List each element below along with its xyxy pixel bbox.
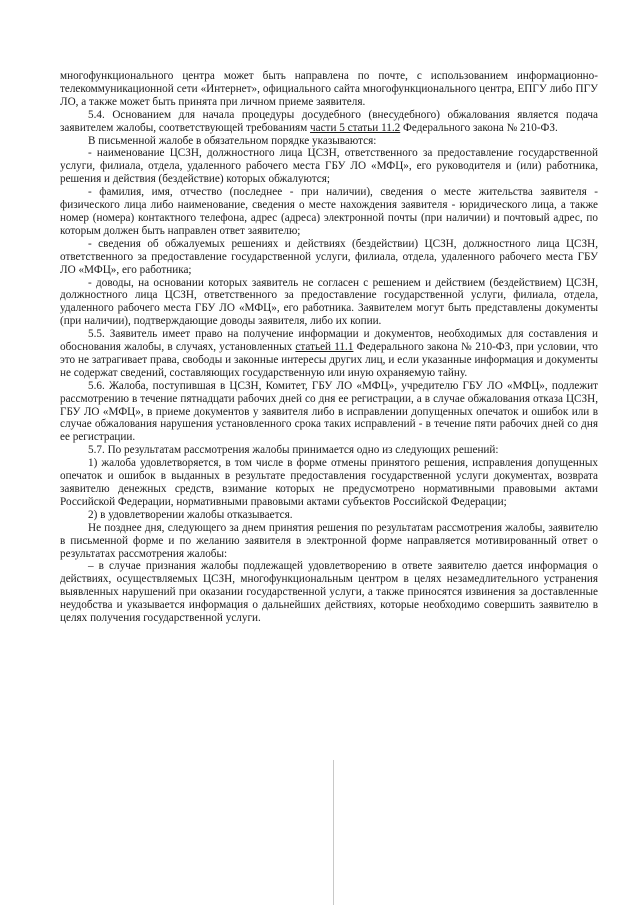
- paragraph-mandatory-intro: В письменной жалобе в обязательном порядке указываются:: [88, 134, 377, 147]
- paragraph-5-6: 5.6. Жалоба, поступившая в ЦСЗН, Комитет, ГБУ ЛО «МФЦ», учредителю ГБУ ЛО «МФЦ», подлежит рассмотрению в течение пятнадцати рабочих дней со дня ее регистрации, а в случае обжалования отказа ЦСЗН, ГБУ ЛО «МФЦ», в приеме документов у заявителя либо в исправлении допущенных опечаток и ошибок или в случае обжалования нарушения установленного срока таких исправлений - в течение пяти рабочих дней со дня ее регистрации.: [60, 379, 598, 444]
- list-item-fio: - фамилия, имя, отчество (последнее - при наличии), сведения о месте жительства заявителя - физического лица либо наименование, сведения о месте нахождения заявителя - юридического лица, а также номер (номера) контактного телефона, адрес (адреса) электронной почты (при наличии) и почтовый адрес, по которым должен быть направлен ответ заявителю;: [60, 186, 598, 237]
- paragraph-response: Не позднее дня, следующего за днем принятия решения по результатам рассмотрения жалобы, заявителю в письменной форме и по желанию заявителя в электронной форме направляется мотивированный ответ о результатах рассмотрения жалобы:: [60, 521, 598, 560]
- decision-2: 2) в удовлетворении жалобы отказывается.: [88, 508, 293, 521]
- list-item-name: - наименование ЦСЗН, должностного лица ЦСЗН, ответственного за предоставление государственной услуги, филиала, отдела, удаленного рабочего места ГБУ ЛО «МФЦ», его руководителя и (или) работника, решения и действия (бездействие) которых обжалуются;: [60, 147, 598, 186]
- law-link-article11-1[interactable]: статьей 11.1: [295, 341, 354, 354]
- paragraph-5-4: 5.4. Основанием для начала процедуры досудебного (внесудебного) обжалования является подача заявителем жалобы, соответствующей требованиям части 5 статьи 11.2 Федерального закона № 210-ФЗ.: [60, 108, 598, 134]
- decision-1: 1) жалоба удовлетворяется, в том числе в форме отмены принятого решения, исправления допущенных опечаток и ошибок в выданных в результате предоставления государственной услуги документах, возврата заявителю денежных средств, взимание которых не предусмотрено нормативными правовыми актами Российской Федерации, нормативными правовыми актами субъектов Российской Федерации;: [60, 457, 598, 508]
- paragraph-mfc-submission: многофункционального центра может быть направлена по почте, с использованием информационно-телекоммуникационной сети «Интернет», официального сайта многофункционального центра, ЕПГУ либо ПГУ ЛО, а также может быть принята при личном приеме заявителя.: [60, 70, 598, 108]
- paragraph-5-5: 5.5. Заявитель имеет право на получение информации и документов, необходимых для составления и обоснования жалобы, в случаях, установленных статьей 11.1 Федерального закона № 210-ФЗ, при условии, что это не затрагивает права, свободы и законные интересы других лиц, и если указанные информация и документы не содержат сведений, составляющих государственную или иную охраняемую тайну.: [60, 328, 598, 379]
- scan-fold-line: [333, 760, 334, 905]
- document-body: [60, 70, 598, 625]
- list-item-decisions: - сведения об обжалуемых решениях и действиях (бездействии) ЦСЗН, должностного лица ЦСЗН, ответственного за предоставление государственной услуги, филиала, отдела, удаленного рабочего места ГБУ ЛО «МФЦ», его работника;: [60, 237, 598, 276]
- law-link-part5-article11-2[interactable]: части 5 статьи 11.2: [310, 121, 401, 134]
- paragraph-5-7: 5.7. По результатам рассмотрения жалобы принимается одно из следующих решений:: [88, 444, 499, 457]
- paragraph-satisfied: – в случае признания жалобы подлежащей удовлетворению в ответе заявителю дается информация о действиях, осуществляемых ЦСЗН, многофункциональным центром в целях незамедлительного устранения выявленных нарушений при оказании государственной услуги, а также приносятся извинения за доставленные неудобства и указывается информация о дальнейших действиях, которые необходимо совершить заявителю в целях получения государственной услуги.: [60, 560, 598, 625]
- list-item-arguments: - доводы, на основании которых заявитель не согласен с решением и действием (бездействием) ЦСЗН, должностного лица ЦСЗН, ответственного за предоставление государственной услуги, филиала, отдела, удаленного рабочего места ГБУ ЛО «МФЦ», его работника. Заявителем могут быть представлены документы (при наличии), подтверждающие доводы заявителя, либо их копии.: [60, 276, 598, 328]
